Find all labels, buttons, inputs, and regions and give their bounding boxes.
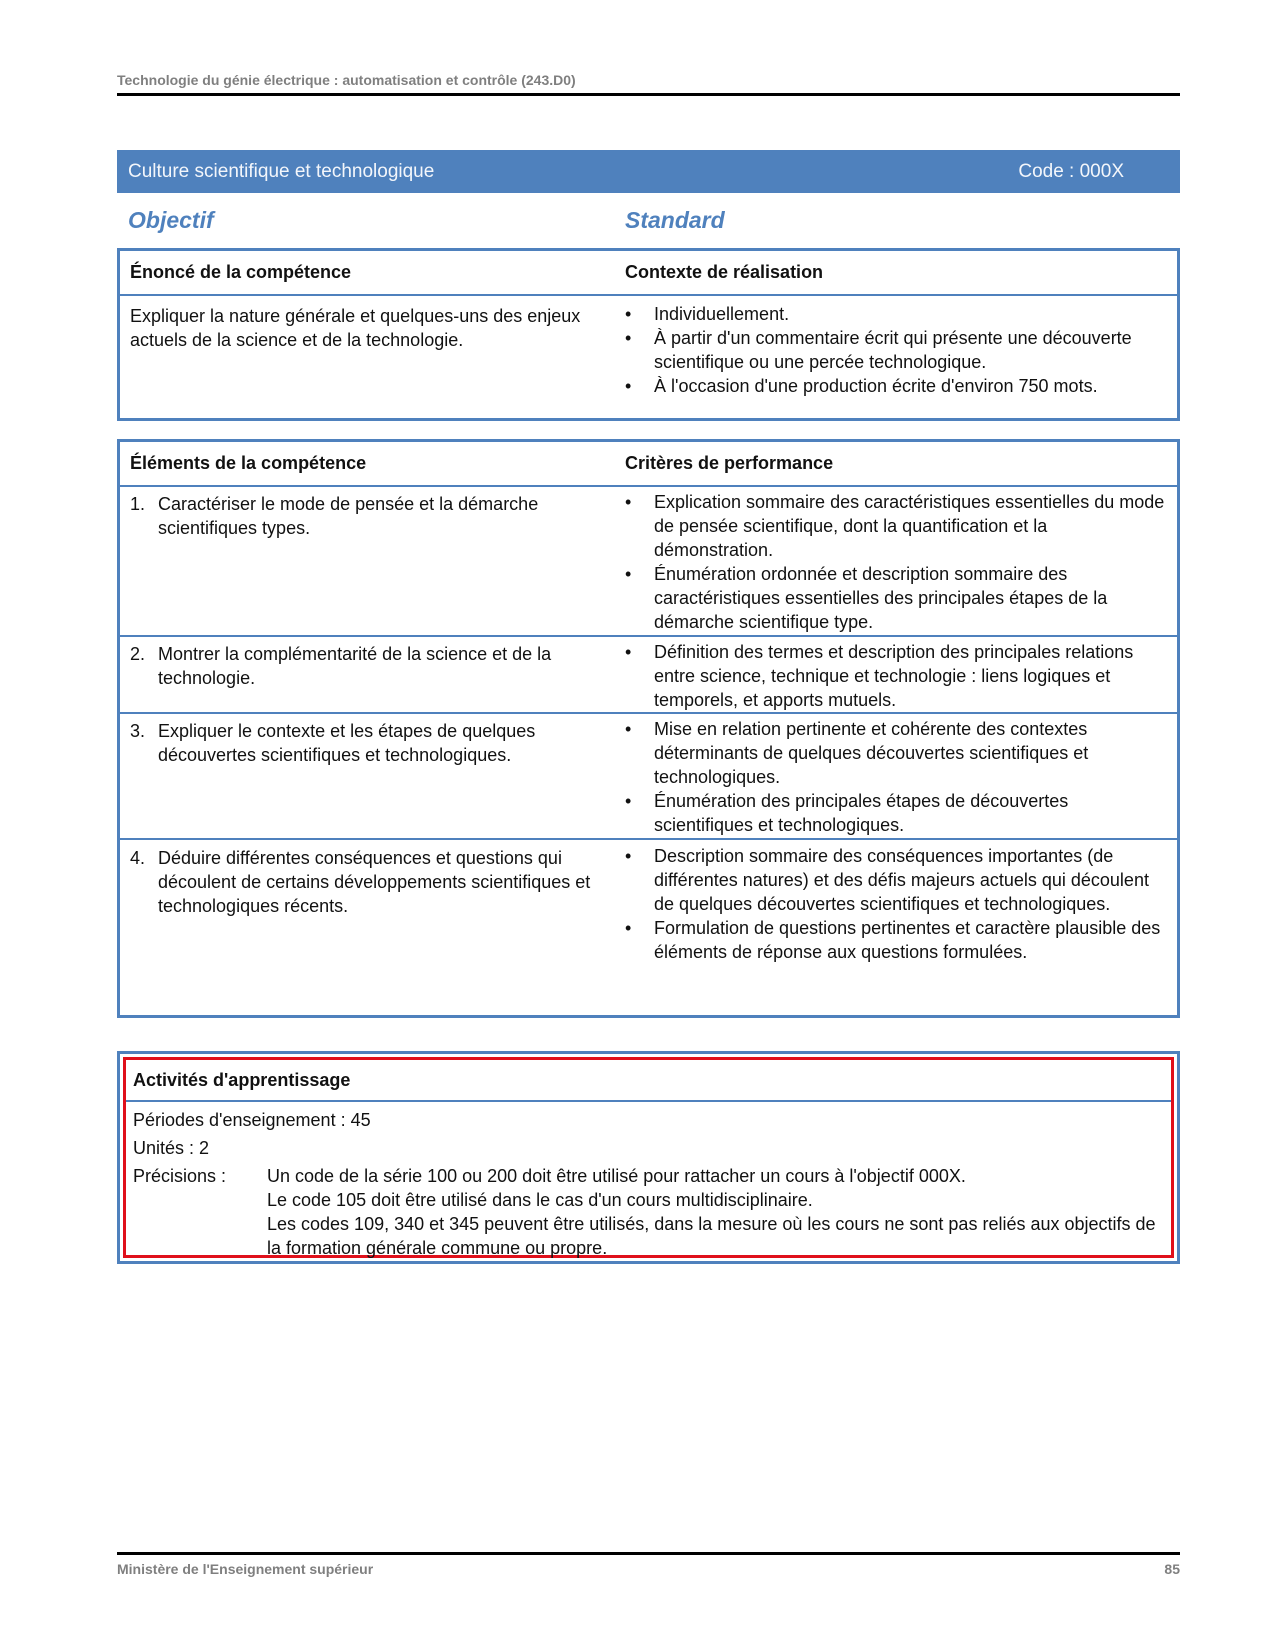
list-item: • Énumération ordonnée et description sommaire des caractéristiques essentielles des principales étapes de la démarche scientifique type. bbox=[625, 562, 1169, 634]
activities-title: Activités d'apprentissage bbox=[126, 1060, 1171, 1102]
element-text: Expliquer le contexte et les étapes de quelques découvertes scientifiques et technologiques. bbox=[158, 721, 536, 765]
program-title: Technologie du génie électrique : automatisation et contrôle (243.D0) bbox=[117, 72, 576, 88]
contexte-heading: Contexte de réalisation bbox=[625, 262, 824, 282]
contexte-list bbox=[625, 302, 1169, 398]
element-number: 2. bbox=[130, 644, 146, 664]
elements-header bbox=[120, 442, 1177, 487]
precisions-text bbox=[267, 1164, 1171, 1260]
list-item: • Définition des termes et description des principales relations entre science, technique et technologie : liens logiques et temporels, et apports mutuels. bbox=[625, 640, 1169, 712]
section-title-bar bbox=[117, 150, 1180, 193]
enonce-box bbox=[117, 248, 1180, 421]
element-number: 4. bbox=[130, 848, 146, 868]
table-row bbox=[120, 635, 1177, 712]
list-item: • Mise en relation pertinente et cohérente des contextes déterminants de quelques découvertes scientifiques et technologiques. bbox=[625, 717, 1169, 789]
activities-inner-frame bbox=[123, 1057, 1174, 1258]
criteria-list bbox=[625, 844, 1169, 964]
objective-label: Objectif bbox=[128, 207, 214, 233]
precision-line: Le code 105 doit être utilisé dans le cas d'un cours multidisciplinaire. bbox=[267, 1190, 813, 1210]
units-line: Unités : 2 bbox=[133, 1138, 210, 1158]
section-title: Culture scientifique et technologique bbox=[128, 160, 435, 182]
table-row bbox=[120, 838, 1177, 964]
list-item: • Description sommaire des conséquences importantes (de différentes natures) et des défis majeurs actuels qui découlent de quelques découvertes scientifiques et technologiques. bbox=[625, 844, 1169, 916]
list-item: • Formulation de questions pertinentes et caractère plausible des éléments de réponse aux questions formulées. bbox=[625, 916, 1169, 964]
ministry-name: Ministère de l'Enseignement supérieur bbox=[117, 1561, 374, 1577]
section-code: Code : 000X bbox=[1018, 160, 1124, 182]
standard-label: Standard bbox=[625, 207, 725, 233]
table-row bbox=[120, 487, 1177, 635]
criteres-heading: Critères de performance bbox=[625, 453, 834, 473]
criteria-list bbox=[625, 640, 1169, 712]
criteria-list bbox=[625, 490, 1169, 634]
page-number: 85 bbox=[1164, 1561, 1180, 1577]
precisions-block bbox=[126, 1164, 1171, 1260]
element-number: 3. bbox=[130, 721, 146, 741]
criteria-list bbox=[625, 717, 1169, 837]
list-item: • À partir d'un commentaire écrit qui présente une découverte scientifique ou une percée technologique. bbox=[625, 326, 1169, 374]
list-item: • Énumération des principales étapes de découvertes scientifiques et technologiques. bbox=[625, 789, 1169, 837]
element-number: 1. bbox=[130, 494, 146, 514]
enonce-heading: Énoncé de la compétence bbox=[130, 262, 352, 282]
precision-line: Un code de la série 100 ou 200 doit être utilisé pour rattacher un cours à l'objectif 000X. bbox=[267, 1166, 966, 1186]
periods-line: Périodes d'enseignement : 45 bbox=[133, 1110, 371, 1130]
activities-box bbox=[117, 1051, 1180, 1264]
precisions-label: Précisions : bbox=[133, 1166, 227, 1186]
enonce-text: Expliquer la nature générale et quelques-uns des enjeux actuels de la science et de la technologie. bbox=[130, 306, 581, 350]
document-footer bbox=[117, 1552, 1180, 1577]
list-item: • Explication sommaire des caractéristiques essentielles du mode de pensée scientifique, dont la quantification et la démonstration. bbox=[625, 490, 1169, 562]
element-text: Déduire différentes conséquences et questions qui découlent de certains développements scientifiques et technologiques récents. bbox=[158, 848, 591, 916]
element-text: Caractériser le mode de pensée et la démarche scientifiques types. bbox=[158, 494, 539, 538]
elements-heading: Éléments de la compétence bbox=[130, 453, 367, 473]
element-text: Montrer la complémentarité de la science et de la technologie. bbox=[158, 644, 552, 688]
precision-line: Les codes 109, 340 et 345 peuvent être utilisés, dans la mesure où les cours ne sont pas reliés aux objectifs de la formation générale commune ou propre. bbox=[267, 1214, 1156, 1258]
list-item: • Individuellement. bbox=[625, 302, 1169, 326]
document-header bbox=[117, 72, 1180, 96]
elements-box bbox=[117, 439, 1180, 1018]
table-row bbox=[120, 712, 1177, 838]
enonce-header bbox=[120, 251, 1177, 296]
list-item: • À l'occasion d'une production écrite d'environ 750 mots. bbox=[625, 374, 1169, 398]
enonce-row bbox=[120, 296, 1177, 398]
